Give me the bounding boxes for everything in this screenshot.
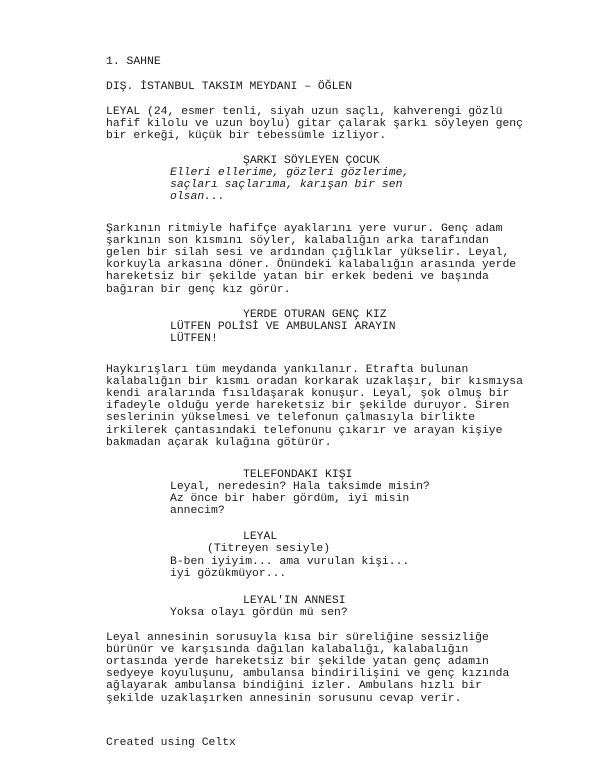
action-line: şarkının son kısmını söyler, kalabalığın arka tarafından <box>106 235 489 247</box>
footer-credit: Created using Celtx <box>106 737 236 749</box>
parenthetical: (Titreyen sesiyle) <box>207 543 331 555</box>
dialogue-line: Elleri ellerime, gözleri gözlerime, <box>170 167 410 179</box>
action-line: Haykırışları tüm meydanda yankılanır. Etrafta bulunan <box>106 364 469 376</box>
action-line: sedyeye koyuluşunu, ambulansa bindirilişini ve genç kızında <box>106 668 510 680</box>
action-line: Leyal annesinin sorusuyla kısa bir süreliğine sessizliğe <box>106 632 489 644</box>
action-line: ortasında yerde hareketsiz bir şekilde yatan genç adamın <box>106 656 489 668</box>
dialogue-line: Yoksa olayı gördün mü sen? <box>170 607 348 619</box>
action-line: bürünür ve karşısında dağılan kalabalığı, kalabalığın <box>106 644 469 656</box>
dialogue-line: iyi gözükmüyor... <box>170 568 287 580</box>
action-line: LEYAL (24, esmer tenli, siyah uzun saçlı, kahverengi gözlü <box>106 106 503 118</box>
action-line: hareketsiz bir şekilde yatan bir erkek bedeni ve başında <box>106 271 489 283</box>
action-line: şekilde uzaklaşırken annesinin sorusunu cevap verir. <box>106 693 462 705</box>
action-line: irkilerek çantasındaki telefonunu çıkarır ve arayan kişiye <box>106 425 503 437</box>
character-name: ŞARKI SÖYLEYEN ÇOCUK <box>243 155 380 167</box>
action-line: ağlayarak ambulansa bindiğini izler. Ambulans hızlı bir <box>106 680 482 692</box>
dialogue-line: annecim? <box>170 505 225 517</box>
action-line: hafif kilolu ve uzun boylu) gitar çalarak şarkı söyleyen genç <box>106 118 523 130</box>
dialogue-line: saçları saçlarıma, karışan bir sen <box>170 179 403 191</box>
character-name: YERDE OTURAN GENÇ KIZ <box>243 309 387 321</box>
character-name: LEYAL'IN ANNESI <box>243 595 346 607</box>
action-line: Şarkının ritmiyle hafifçe ayaklarını yere vurur. Genç adam <box>106 223 503 235</box>
action-line: kendi aralarında fısıldaşarak konuşur. Leyal, şok olmuş bir <box>106 388 510 400</box>
action-line: korkuyla arkasına döner. Önündeki kalabalığın arasında yerde <box>106 259 517 271</box>
action-line: seslerinin yükselmesi ve telefonun çalmasıyla birlikte <box>106 412 476 424</box>
action-line: kalabalığın bir kısmı oradan korkarak uzaklaşır, bir kısmıysa <box>106 376 523 388</box>
scene-heading: DIŞ. İSTANBUL TAKSIM MEYDANI – ÖĞLEN <box>106 81 353 93</box>
dialogue-line: Az önce bir haber gördüm, iyi misin <box>170 493 410 505</box>
action-line: bir erkeği, küçük bir tebessümle izliyor. <box>106 130 387 142</box>
character-name: LEYAL <box>243 531 278 543</box>
action-line: gelen bir silah sesi ve ardından çığlıklar yükselir. Leyal, <box>106 247 510 259</box>
dialogue-line: B-ben iyiyim... ama vurulan kişi... <box>170 556 410 568</box>
action-line: bağıran bir genç kız görür. <box>106 284 291 296</box>
action-line: ifadeyle olduğu yerde hareketsiz bir şekilde duruyor. Siren <box>106 400 510 412</box>
character-name: TELEFONDAKI KIŞI <box>243 469 353 481</box>
dialogue-line: LÜTFEN! <box>170 333 218 345</box>
dialogue-line: Leyal, neredesin? Hala taksimde misin? <box>170 481 430 493</box>
dialogue-line: olsan... <box>170 191 225 203</box>
scene-number: 1. SAHNE <box>106 56 161 68</box>
dialogue-line: LÜTFEN POLİSİ VE AMBULANSI ARAYIN <box>170 321 396 333</box>
action-line: bakmadan açarak kulağına götürür. <box>106 437 332 449</box>
